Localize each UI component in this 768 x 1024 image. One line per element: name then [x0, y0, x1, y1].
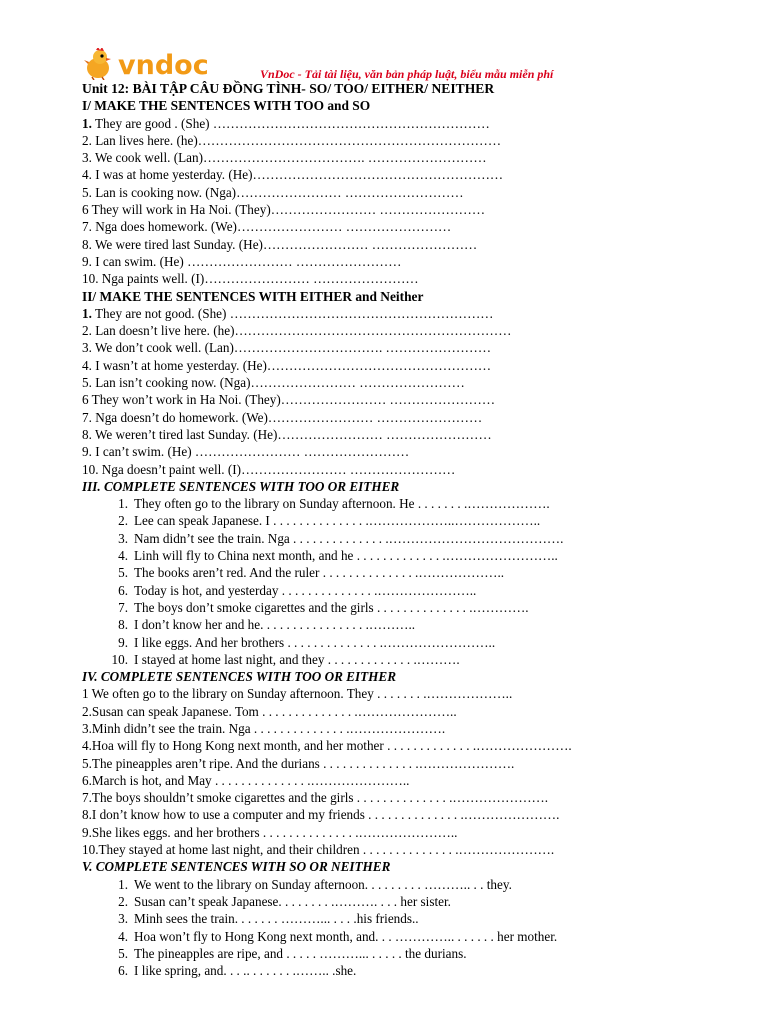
exercise-item	[82, 685, 752, 702]
section-5-heading: V. COMPLETE SENTENCES WITH SO OR NEITHER	[82, 859, 391, 875]
item-number: 1.	[118, 876, 128, 892]
item-text: 3. We don’t cook well. (Lan)……………………………. ……………………	[82, 340, 492, 356]
item-text: 1 We often go to the library on Sunday afternoon. They . . . . . . . .………………..	[82, 686, 513, 702]
exercise-item	[82, 322, 752, 339]
exercise-item	[82, 426, 752, 443]
exercise-item	[82, 616, 752, 633]
item-text: They are good . (She) ………………………………………………………	[91, 115, 490, 131]
section-1-list	[82, 115, 752, 288]
section-4-heading: IV. COMPLETE SENTENCES WITH TOO OR EITHER	[82, 669, 397, 685]
item-text: Susan can’t speak Japanese. . . . . . . . .………. . . . her sister.	[134, 893, 451, 909]
exercise-item	[82, 841, 752, 858]
exercise-item	[82, 599, 752, 616]
item-text: 7.The boys shouldn’t smoke cigarettes and the girls . . . . . . . . . . . . . . .………………….	[82, 790, 549, 806]
item-text: The books aren’t red. And the ruler . . . . . . . . . . . . . . .………………..	[134, 565, 505, 581]
item-text: Nam didn’t see the train. Nga . . . . . . . . . . . . . . .………………………………….	[134, 530, 564, 546]
item-text: 2. Lan doesn’t live here. (he)………………………………………………………	[82, 323, 512, 339]
exercise-item	[82, 530, 752, 547]
item-text: 2.Susan can speak Japanese. Tom . . . . . . . . . . . . . . .…………………..	[82, 703, 457, 719]
item-text: 8. We were tired last Sunday. (He)…………………… ……………………	[82, 236, 478, 252]
item-text: 7. Nga doesn’t do homework. (We)…………………… ……………………	[82, 409, 483, 425]
exercise-item	[82, 115, 752, 132]
item-text: 9. I can swim. (He) …………………… ……………………	[82, 253, 402, 269]
exercise-item	[82, 547, 752, 564]
item-text: I like eggs. And her brothers . . . . . . . . . . . . . . .……………………..	[134, 634, 496, 650]
item-text: 4.Hoa will fly to Hong Kong next month, and her mother . . . . . . . . . . . . . .………………….	[82, 738, 572, 754]
item-number: 10.	[111, 651, 128, 667]
exercise-item	[82, 772, 752, 789]
item-text: 6 They will work in Ha Noi. (They)…………………… ……………………	[82, 202, 486, 218]
item-text: 10. Nga paints well. (I)…………………… ……………………	[82, 271, 419, 287]
exercise-item	[82, 253, 752, 270]
item-number: 2.	[118, 513, 128, 529]
item-text: 2. Lan lives here. (he)……………………………………………………………	[82, 132, 502, 148]
exercise-item	[82, 391, 752, 408]
item-text: 8.I don’t know how to use a computer and my friends . . . . . . . . . . . . . . .………………….	[82, 807, 560, 823]
item-number: 1.	[118, 496, 128, 512]
exercise-item	[82, 789, 752, 806]
vndoc-logo	[82, 48, 232, 80]
item-number: 5.	[118, 565, 128, 581]
item-number: 3.	[118, 530, 128, 546]
exercise-item	[82, 962, 752, 979]
exercise-item	[82, 149, 752, 166]
item-number: 9.	[118, 634, 128, 650]
section-5-list	[82, 876, 752, 980]
section-2-list	[82, 305, 752, 478]
item-number: 4.	[118, 548, 128, 564]
item-text: 8. We weren’t tired last Sunday. (He)…………………… ……………………	[82, 426, 492, 442]
item-number: 5.	[118, 945, 128, 961]
item-text: I like spring, and. . . .. . . . . . . .…….. .she.	[134, 963, 357, 979]
exercise-item	[82, 512, 752, 529]
item-text: 3.Minh didn’t see the train. Nga . . . . . . . . . . . . . . .………………….	[82, 720, 446, 736]
item-number: 1.	[82, 115, 92, 131]
exercise-item	[82, 720, 752, 737]
exercise-item	[82, 201, 752, 218]
page-header	[82, 48, 752, 82]
item-text: Linh will fly to China next month, and he . . . . . . . . . . . . . .……………………..	[134, 548, 558, 564]
item-text: 5. Lan isn’t cooking now. (Nga)…………………… ……………………	[82, 375, 465, 391]
item-number: 6.	[118, 963, 128, 979]
exercise-item	[82, 634, 752, 651]
item-text: 3. We cook well. (Lan)………………………………. ………………………	[82, 150, 487, 166]
exercise-item	[82, 184, 752, 201]
item-text: They are not good. (She) ……………………………………………………	[91, 305, 494, 321]
item-text: 4. I wasn’t at home yesterday. (He)……………………………………………	[82, 357, 492, 373]
item-text: We went to the library on Sunday afternoon. . . . . . . . . ……….. . . they.	[134, 876, 512, 892]
item-text: I stayed at home last night, and they . . . . . . . . . . . . . .……….	[134, 651, 460, 667]
exercise-item	[82, 166, 752, 183]
item-text: The boys don’t smoke cigarettes and the girls . . . . . . . . . . . . . . .………….	[134, 599, 529, 615]
item-text: 9. I can’t swim. (He) …………………… ……………………	[82, 444, 410, 460]
exercise-item	[82, 876, 752, 893]
exercise-item	[82, 582, 752, 599]
section-3-list	[82, 495, 752, 668]
site-tagline: VnDoc - Tải tài liệu, văn bản pháp luật, biểu mẫu miễn phí	[260, 67, 554, 81]
section-2-heading: II/ MAKE THE SENTENCES WITH EITHER and Neither	[82, 288, 424, 304]
exercise-item	[82, 893, 752, 910]
item-text: 4. I was at home yesterday. (He)…………………………………………………	[82, 167, 504, 183]
item-number: 6.	[118, 582, 128, 598]
exercise-item	[82, 357, 752, 374]
item-text: I don’t know her and he. . . . . . . . . . . . . . . . .………..	[134, 617, 416, 633]
exercise-item	[82, 651, 752, 668]
section-1-heading: I/ MAKE THE SENTENCES WITH TOO and SO	[82, 98, 371, 114]
exercise-item	[82, 737, 752, 754]
item-number: 4.	[118, 928, 128, 944]
exercise-item	[82, 305, 752, 322]
exercise-item	[82, 270, 752, 287]
item-number: 1.	[82, 305, 92, 321]
item-text: Minh sees the train. . . . . . . ………... . . . .his friends..	[134, 911, 419, 927]
section-3-heading: III. COMPLETE SENTENCES WITH TOO OR EITHER	[82, 478, 400, 494]
item-text: The pineapples are ripe, and . . . . . ………... . . . . . the durians.	[134, 945, 467, 961]
item-number: 7.	[118, 599, 128, 615]
item-text: 6.March is hot, and May . . . . . . . . . . . . . . .…………………..	[82, 772, 410, 788]
item-number: 3.	[118, 911, 128, 927]
exercise-item	[82, 461, 752, 478]
exercise-item	[82, 755, 752, 772]
exercise-item	[82, 339, 752, 356]
item-text: 6 They won’t work in Ha Noi. (They)…………………… ……………………	[82, 392, 496, 408]
item-text: 5.The pineapples aren’t ripe. And the durians . . . . . . . . . . . . . . .………………….	[82, 755, 515, 771]
section-4-list	[82, 685, 752, 858]
item-number: 2.	[118, 893, 128, 909]
exercise-item	[82, 374, 752, 391]
exercise-item	[82, 945, 752, 962]
exercise-item	[82, 806, 752, 823]
worksheet-content	[82, 80, 752, 979]
item-text: Hoa won’t fly to Hong Kong next month, and. . . ………….. . . . . . . her mother.	[134, 928, 558, 944]
exercise-item	[82, 495, 752, 512]
exercise-item	[82, 928, 752, 945]
item-number: 8.	[118, 617, 128, 633]
item-text: 9.She likes eggs. and her brothers . . . . . . . . . . . . . . .…………………..	[82, 824, 458, 840]
exercise-item	[82, 910, 752, 927]
exercise-item	[82, 564, 752, 581]
exercise-item	[82, 703, 752, 720]
item-text: They often go to the library on Sunday afternoon. He . . . . . . . .……………….	[134, 496, 550, 512]
item-text: 10.They stayed at home last night, and their children . . . . . . . . . . . . . . .………………….	[82, 842, 555, 858]
exercise-item	[82, 236, 752, 253]
chicken-mascot-icon	[84, 48, 111, 80]
exercise-item	[82, 443, 752, 460]
item-text: Lee can speak Japanese. I . . . . . . . . . . . . . . .………………..………………..	[134, 513, 541, 529]
exercise-item	[82, 132, 752, 149]
item-text: 10. Nga doesn’t paint well. (I)…………………… ……………………	[82, 461, 456, 477]
exercise-item	[82, 218, 752, 235]
item-text: 7. Nga does homework. (We)…………………… ……………………	[82, 219, 452, 235]
item-text: Today is hot, and yesterday . . . . . . . . . . . . . . .…………………..	[134, 582, 477, 598]
item-text: 5. Lan is cooking now. (Nga)…………………… ………………………	[82, 184, 464, 200]
unit-title: Unit 12: BÀI TẬP CÂU ĐỒNG TÌNH- SO/ TOO/ EITHER/ NEITHER	[82, 81, 495, 96]
exercise-item	[82, 824, 752, 841]
exercise-item	[82, 409, 752, 426]
logo-text: vndoc	[118, 50, 209, 80]
